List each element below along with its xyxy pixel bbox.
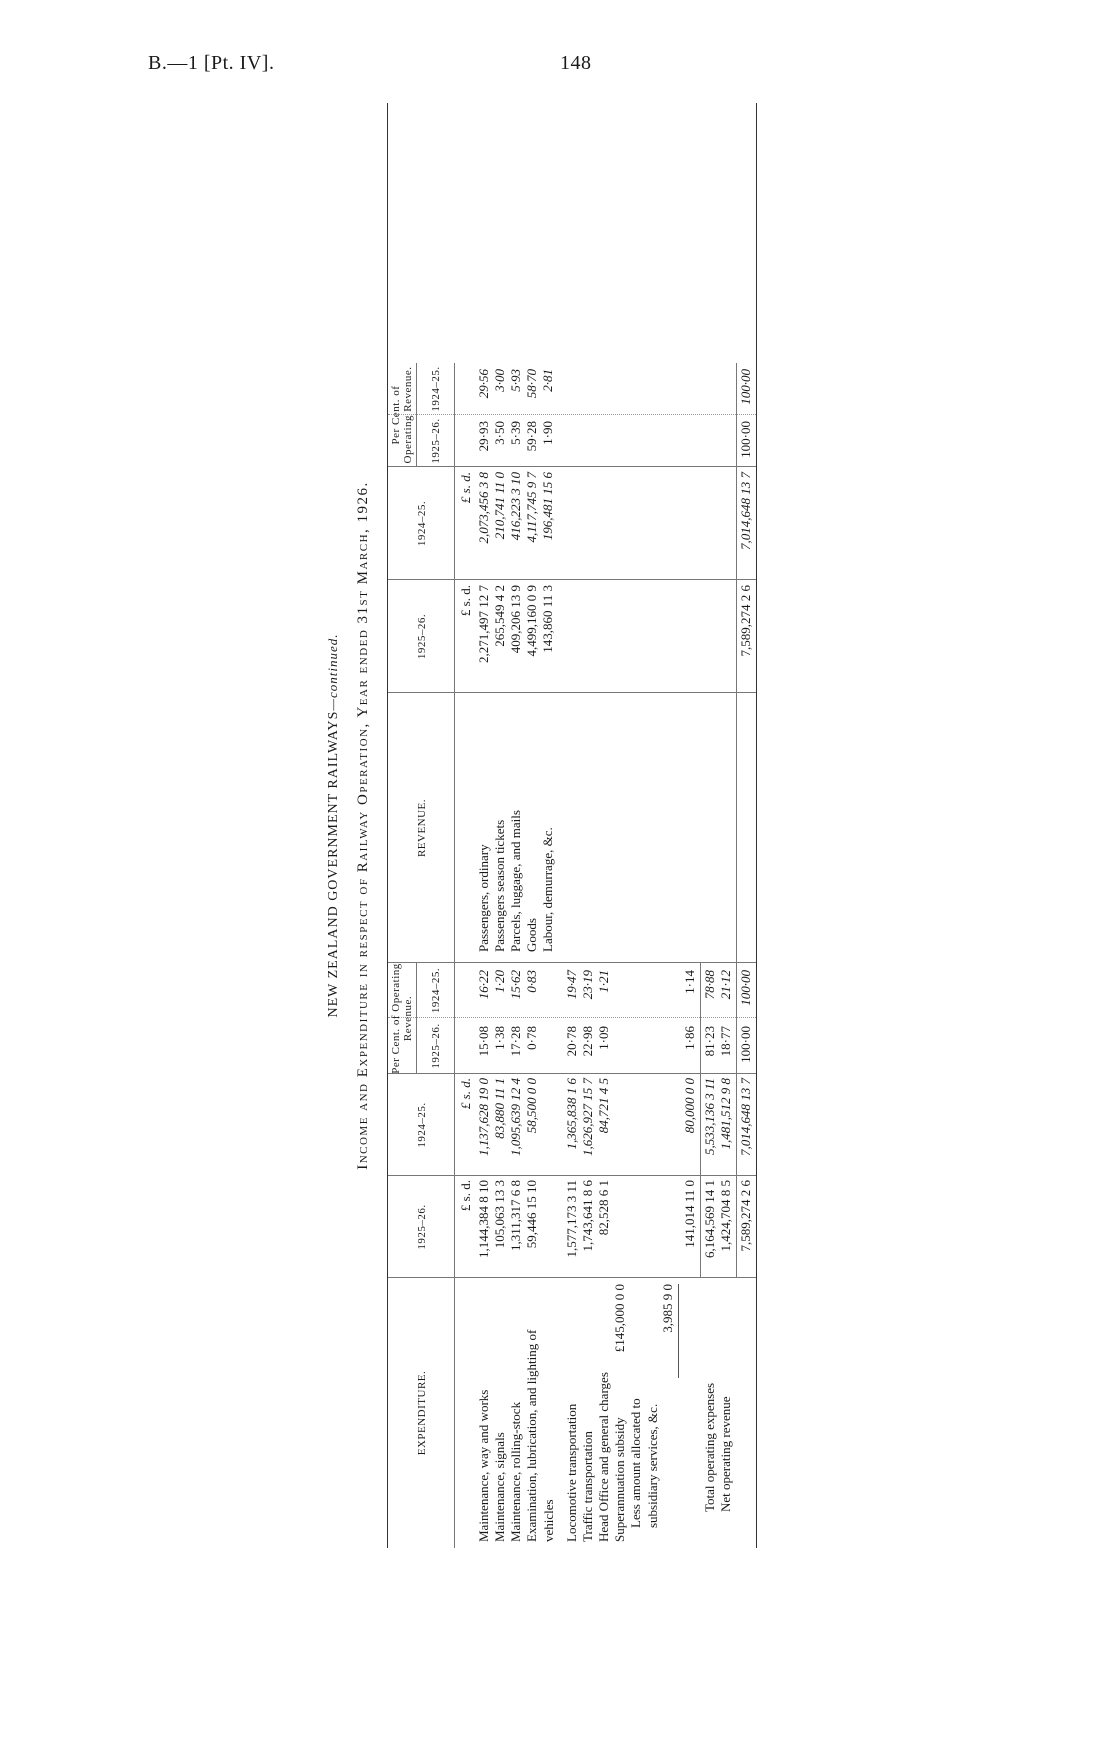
exp-v1926-6: 82,528 6 1 (596, 1180, 611, 1236)
exp-p1926-4: 20·78 (564, 1026, 579, 1057)
exp-label-5: Traffic transportation (580, 1431, 595, 1542)
exp-v1926-4: 1,577,173 3 11 (564, 1180, 579, 1258)
rev-v1925-0: 2,073,456 3 8 (476, 472, 491, 544)
superannuation-v1926: 141,014 11 0 (682, 1180, 697, 1248)
rev-pct-1926: 1925–26. (430, 418, 442, 464)
superannuation-amount: £145,000 0 0 (612, 1284, 627, 1353)
rev-p1926-4: 1·90 (540, 421, 555, 445)
rev-col-1925: 1924–25. (416, 500, 428, 547)
exp-pct-1926: 1925–26. (430, 1023, 442, 1069)
exp-p1925-6: 1·21 (596, 970, 611, 993)
exp-grand-v1926: 7,589,274 2 6 (738, 1180, 753, 1252)
total-p1926-1: 18·77 (718, 1026, 733, 1057)
exp-pct-1925: 1924–25. (430, 967, 442, 1014)
total-p1925-1: 21·12 (718, 970, 733, 1000)
rev-p1926-2: 5·39 (508, 421, 523, 445)
superannuation-p1926: 1·86 (682, 1026, 697, 1050)
exp-v1925-5: 1,626,927 15 7 (580, 1078, 595, 1156)
exp-p1925-0: 16·22 (476, 970, 491, 1000)
exp-v1925-0: 1,137,628 19 0 (476, 1078, 491, 1156)
expenditure-header: EXPENDITURE. (416, 1370, 428, 1456)
total-v1925-0: 5,533,136 3 11 (702, 1078, 717, 1156)
exp-label-3: Examination, lubrication, and lighting of vehicles (524, 1329, 556, 1542)
page-section-code: B.—1 [Pt. IV]. (148, 52, 275, 74)
rev-label-0: Passengers, ordinary (476, 844, 491, 952)
rev-v1926-4: 143,860 11 3 (540, 585, 555, 653)
total-p1925-0: 78·88 (702, 970, 717, 1000)
exp-p1926-0: 15·08 (476, 1026, 491, 1057)
exp-label-4: Locomotive transportation (564, 1403, 579, 1542)
rev-v1925-3: 4,117,745 9 7 (524, 472, 539, 543)
revenue-header: REVENUE. (416, 798, 428, 858)
exp-p1925-2: 15·62 (508, 970, 523, 1000)
page-number: 148 (560, 52, 592, 74)
exp-v1925-6: 84,721 4 5 (596, 1078, 611, 1134)
total-v1926-1: 1,424,704 8 5 (718, 1180, 733, 1252)
exp-p1925-4: 19·47 (564, 970, 579, 1000)
exp-p1926-3: 0·78 (524, 1026, 539, 1050)
exp-grand-p1925: 100·00 (738, 970, 753, 1006)
rev-p1926-1: 3·50 (492, 421, 507, 445)
rotated-table-area (325, 103, 755, 1548)
rev-p1925-0: 29·56 (476, 369, 491, 399)
income-expenditure-table (387, 103, 757, 1548)
exp-label-0: Maintenance, way and works (476, 1389, 491, 1542)
rev-p1926-0: 29·93 (476, 421, 491, 452)
exp-label-2: Maintenance, rolling-stock (508, 1401, 523, 1542)
exp-p1925-5: 23·19 (580, 970, 595, 1000)
exp-p1925-1: 1·20 (492, 970, 507, 993)
exp-v1926-1: 105,063 13 3 (492, 1180, 507, 1249)
rev-p1925-4: 2·81 (540, 369, 555, 392)
exp-v1925-1: 83,880 11 1 (492, 1078, 507, 1139)
exp-lsd-1925: £ s. d. (458, 1078, 473, 1110)
exp-v1926-3: 59,446 15 10 (524, 1180, 539, 1249)
rev-v1925-4: 196,481 15 6 (540, 472, 555, 541)
exp-pct-header: Per Cent. of Operating Revenue. (390, 963, 414, 1074)
rev-lsd-1926: £ s. d. (458, 585, 473, 617)
rev-grand-v1925: 7,014,648 13 7 (738, 472, 753, 550)
exp-v1926-0: 1,144,384 8 10 (476, 1180, 491, 1258)
total-label-0: Total operating expenses (702, 1382, 717, 1512)
exp-col-1925: 1924–25. (416, 1102, 428, 1148)
superannuation-label: Superannuation subsidy (612, 1417, 627, 1542)
rev-grand-v1926: 7,589,274 2 6 (738, 585, 753, 657)
exp-label-1: Maintenance, signals (492, 1432, 507, 1542)
total-v1926-0: 6,164,569 14 1 (702, 1180, 717, 1258)
rev-v1926-0: 2,271,497 12 7 (476, 585, 491, 663)
exp-label-6: Head Office and general charges (596, 1372, 611, 1542)
exp-lsd-1926: £ s. d. (458, 1180, 473, 1212)
rev-v1925-2: 416,223 3 10 (508, 472, 523, 541)
superannuation-less-amount: 3,985 9 0 (660, 1284, 675, 1333)
exp-p1926-6: 1·09 (596, 1026, 611, 1050)
rev-col-1926: 1925–26. (416, 613, 428, 660)
table-subtitle: Income and Expenditure in respect of Railway Operation, Year ended 31st March, 1926. (355, 481, 371, 1170)
rev-label-2: Parcels, luggage, and mails (508, 810, 523, 952)
total-p1926-0: 81·23 (702, 1026, 717, 1057)
total-v1925-1: 1,481,512 9 8 (718, 1078, 733, 1150)
total-label-1: Net operating revenue (718, 1396, 733, 1512)
rev-v1926-2: 409,206 13 9 (508, 585, 523, 654)
table-title-continued: —continued. (325, 633, 340, 711)
exp-grand-v1925: 7,014,648 13 7 (738, 1078, 753, 1156)
exp-v1925-2: 1,095,639 12 4 (508, 1078, 523, 1156)
exp-p1926-1: 1·38 (492, 1026, 507, 1050)
rev-v1926-3: 4,499,160 0 9 (524, 585, 539, 657)
exp-grand-p1926: 100·00 (738, 1026, 753, 1063)
rev-grand-p1926: 100·00 (738, 421, 753, 458)
rev-p1926-3: 59·28 (524, 421, 539, 452)
exp-v1925-4: 1,365,838 1 6 (564, 1078, 579, 1150)
table-title-main: NEW ZEALAND GOVERNMENT RAILWAYS (326, 710, 341, 1018)
rev-p1925-2: 5·93 (508, 369, 523, 392)
rev-p1925-3: 58·70 (524, 369, 539, 399)
rev-v1926-1: 265,549 4 2 (492, 585, 507, 647)
exp-p1926-5: 22·98 (580, 1026, 595, 1057)
rev-lsd-1925: £ s. d. (458, 472, 473, 504)
rev-grand-p1925: 100·00 (738, 369, 753, 405)
table-title (325, 103, 342, 1548)
rev-v1925-1: 210,741 11 0 (492, 472, 507, 540)
superannuation-p1925: 1·14 (682, 970, 697, 994)
superannuation-less-label: Less amount allocated to subsidiary services, &c. (628, 1398, 660, 1528)
rev-label-3: Goods (524, 918, 539, 952)
rev-label-4: Labour, demurrage, &c. (540, 827, 555, 952)
superannuation-v1925: 80,000 0 0 (682, 1078, 697, 1134)
rev-pct-header: Per Cent. of Operating Revenue. (390, 366, 414, 464)
exp-p1926-2: 17·28 (508, 1026, 523, 1057)
exp-v1925-3: 58,500 0 0 (524, 1078, 539, 1134)
exp-col-1926: 1925–26. (416, 1204, 428, 1250)
exp-v1926-5: 1,743,641 8 6 (580, 1180, 595, 1252)
exp-v1926-2: 1,311,317 6 8 (508, 1180, 523, 1252)
exp-p1925-3: 0·83 (524, 970, 539, 993)
rev-pct-1925: 1924–25. (430, 366, 442, 412)
rev-p1925-1: 3·00 (492, 369, 507, 392)
rev-label-1: Passengers season tickets (492, 819, 507, 952)
